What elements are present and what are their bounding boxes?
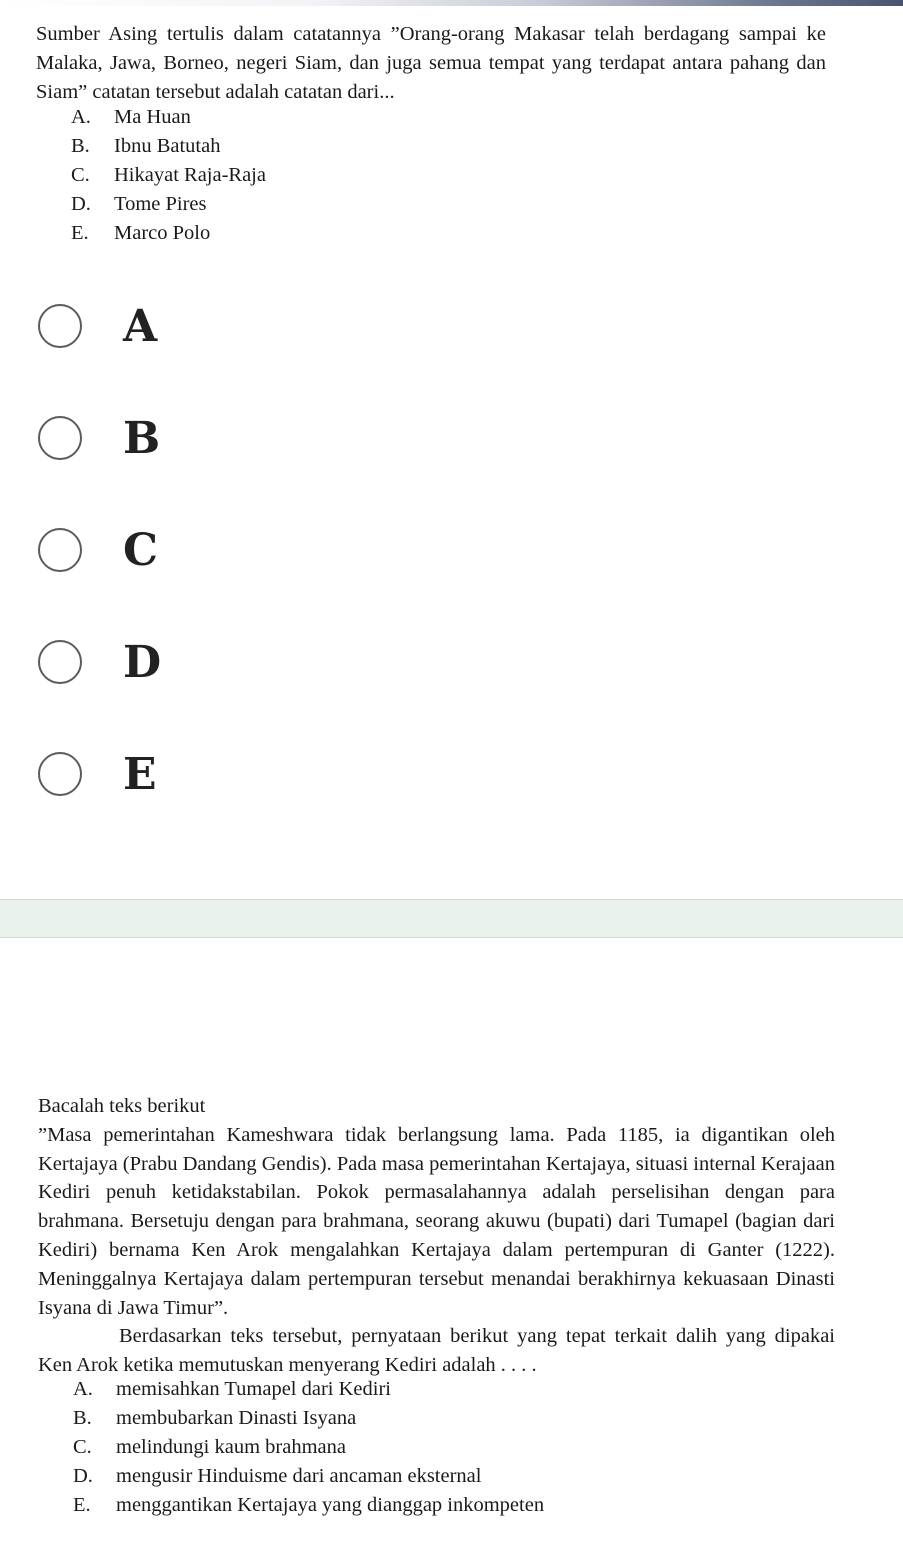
question-2 bbox=[38, 1092, 835, 1380]
section-divider bbox=[0, 899, 903, 938]
option-text: Ma Huan bbox=[114, 106, 191, 128]
question-1-text: Sumber Asing tertulis dalam catatannya ”Orang-orang Makasar telah berdagang sampai ke Malaka, Jawa, Borneo, negeri Siam, dan juga semua tempat yang terdapat antara pahang dan Siam” catatan tersebut adalah catatan dari... bbox=[36, 23, 826, 103]
radio-button-d[interactable] bbox=[38, 640, 82, 684]
answer-choice-label: D bbox=[123, 636, 162, 688]
option-letter: C. bbox=[71, 164, 90, 186]
option-letter: C. bbox=[73, 1436, 92, 1458]
question-2-option-b bbox=[73, 1404, 544, 1433]
top-accent-bar bbox=[0, 0, 903, 6]
option-letter: D. bbox=[73, 1465, 93, 1487]
answer-choice-e[interactable] bbox=[38, 744, 157, 804]
option-letter: E. bbox=[71, 222, 89, 244]
question-1-option-e bbox=[71, 219, 266, 248]
question-2-option-e bbox=[73, 1491, 544, 1520]
answer-choice-label: E bbox=[123, 748, 157, 800]
option-letter: D. bbox=[71, 193, 91, 215]
question-2-heading: Bacalah teks berikut bbox=[38, 1095, 206, 1117]
option-text: membubarkan Dinasti Isyana bbox=[116, 1407, 357, 1429]
option-text: Marco Polo bbox=[114, 222, 211, 244]
question-2-passage: ”Masa pemerintahan Kameshwara tidak berlangsung lama. Pada 1185, ia digantikan oleh Kertajaya (Prabu Dandang Gendis). Pada masa pemerintahan Kertajaya, situasi internal Kerajaan Kediri penuh ketidakstabilan. Pokok permasalahannya adalah perselisihan dengan para brahmana. Bersetuju dengan para brahmana, seorang akuwu (bupati) dari Tumapel (bagian dari Kediri) bernama Ken Arok mengalahkan Kertajaya dalam pertempuran di Ganter (1222). Meninggalnya Kertajaya dalam pertempuran tersebut menandai berakhirnya kekuasaan Dinasti Isyana di Jawa Timur”. bbox=[38, 1123, 835, 1319]
option-text: mengusir Hinduisme dari ancaman eksternal bbox=[116, 1465, 482, 1487]
option-letter: B. bbox=[73, 1407, 92, 1429]
option-letter: E. bbox=[73, 1494, 91, 1516]
question-2-prompt: Berdasarkan teks tersebut, pernyataan berikut yang tepat terkait dalih yang dipakai Ken Arok ketika memutuskan menyerang Kediri adalah . . . . bbox=[38, 1325, 835, 1377]
question-1-option-a bbox=[71, 103, 266, 132]
answer-choice-label: B bbox=[123, 412, 161, 464]
option-text: menggantikan Kertajaya yang dianggap inkompeten bbox=[116, 1494, 545, 1516]
option-letter: B. bbox=[71, 135, 90, 157]
option-text: Tome Pires bbox=[114, 193, 207, 215]
question-2-option-a bbox=[73, 1375, 544, 1404]
question-1-options bbox=[71, 103, 266, 248]
answer-choice-label: A bbox=[123, 300, 158, 352]
answer-choice-c[interactable] bbox=[38, 520, 158, 580]
answer-choice-label: C bbox=[123, 524, 159, 576]
answer-choice-d[interactable] bbox=[38, 632, 161, 692]
question-1-option-b bbox=[71, 132, 266, 161]
option-text: Ibnu Batutah bbox=[114, 135, 221, 157]
question-2-options bbox=[73, 1375, 544, 1520]
option-text: Hikayat Raja-Raja bbox=[114, 164, 266, 186]
radio-button-b[interactable] bbox=[38, 416, 82, 460]
radio-button-a[interactable] bbox=[38, 304, 82, 348]
question-2-option-d bbox=[73, 1462, 544, 1491]
radio-button-e[interactable] bbox=[38, 752, 82, 796]
question-2-option-c bbox=[73, 1433, 544, 1462]
answer-choice-a[interactable] bbox=[38, 296, 157, 356]
option-letter: A. bbox=[71, 106, 91, 128]
option-text: melindungi kaum brahmana bbox=[116, 1436, 346, 1458]
answer-choice-b[interactable] bbox=[38, 408, 160, 468]
option-text: memisahkan Tumapel dari Kediri bbox=[116, 1378, 391, 1400]
radio-button-c[interactable] bbox=[38, 528, 82, 572]
question-1 bbox=[36, 20, 826, 107]
question-1-option-d bbox=[71, 190, 266, 219]
question-1-option-c bbox=[71, 161, 266, 190]
option-letter: A. bbox=[73, 1378, 93, 1400]
